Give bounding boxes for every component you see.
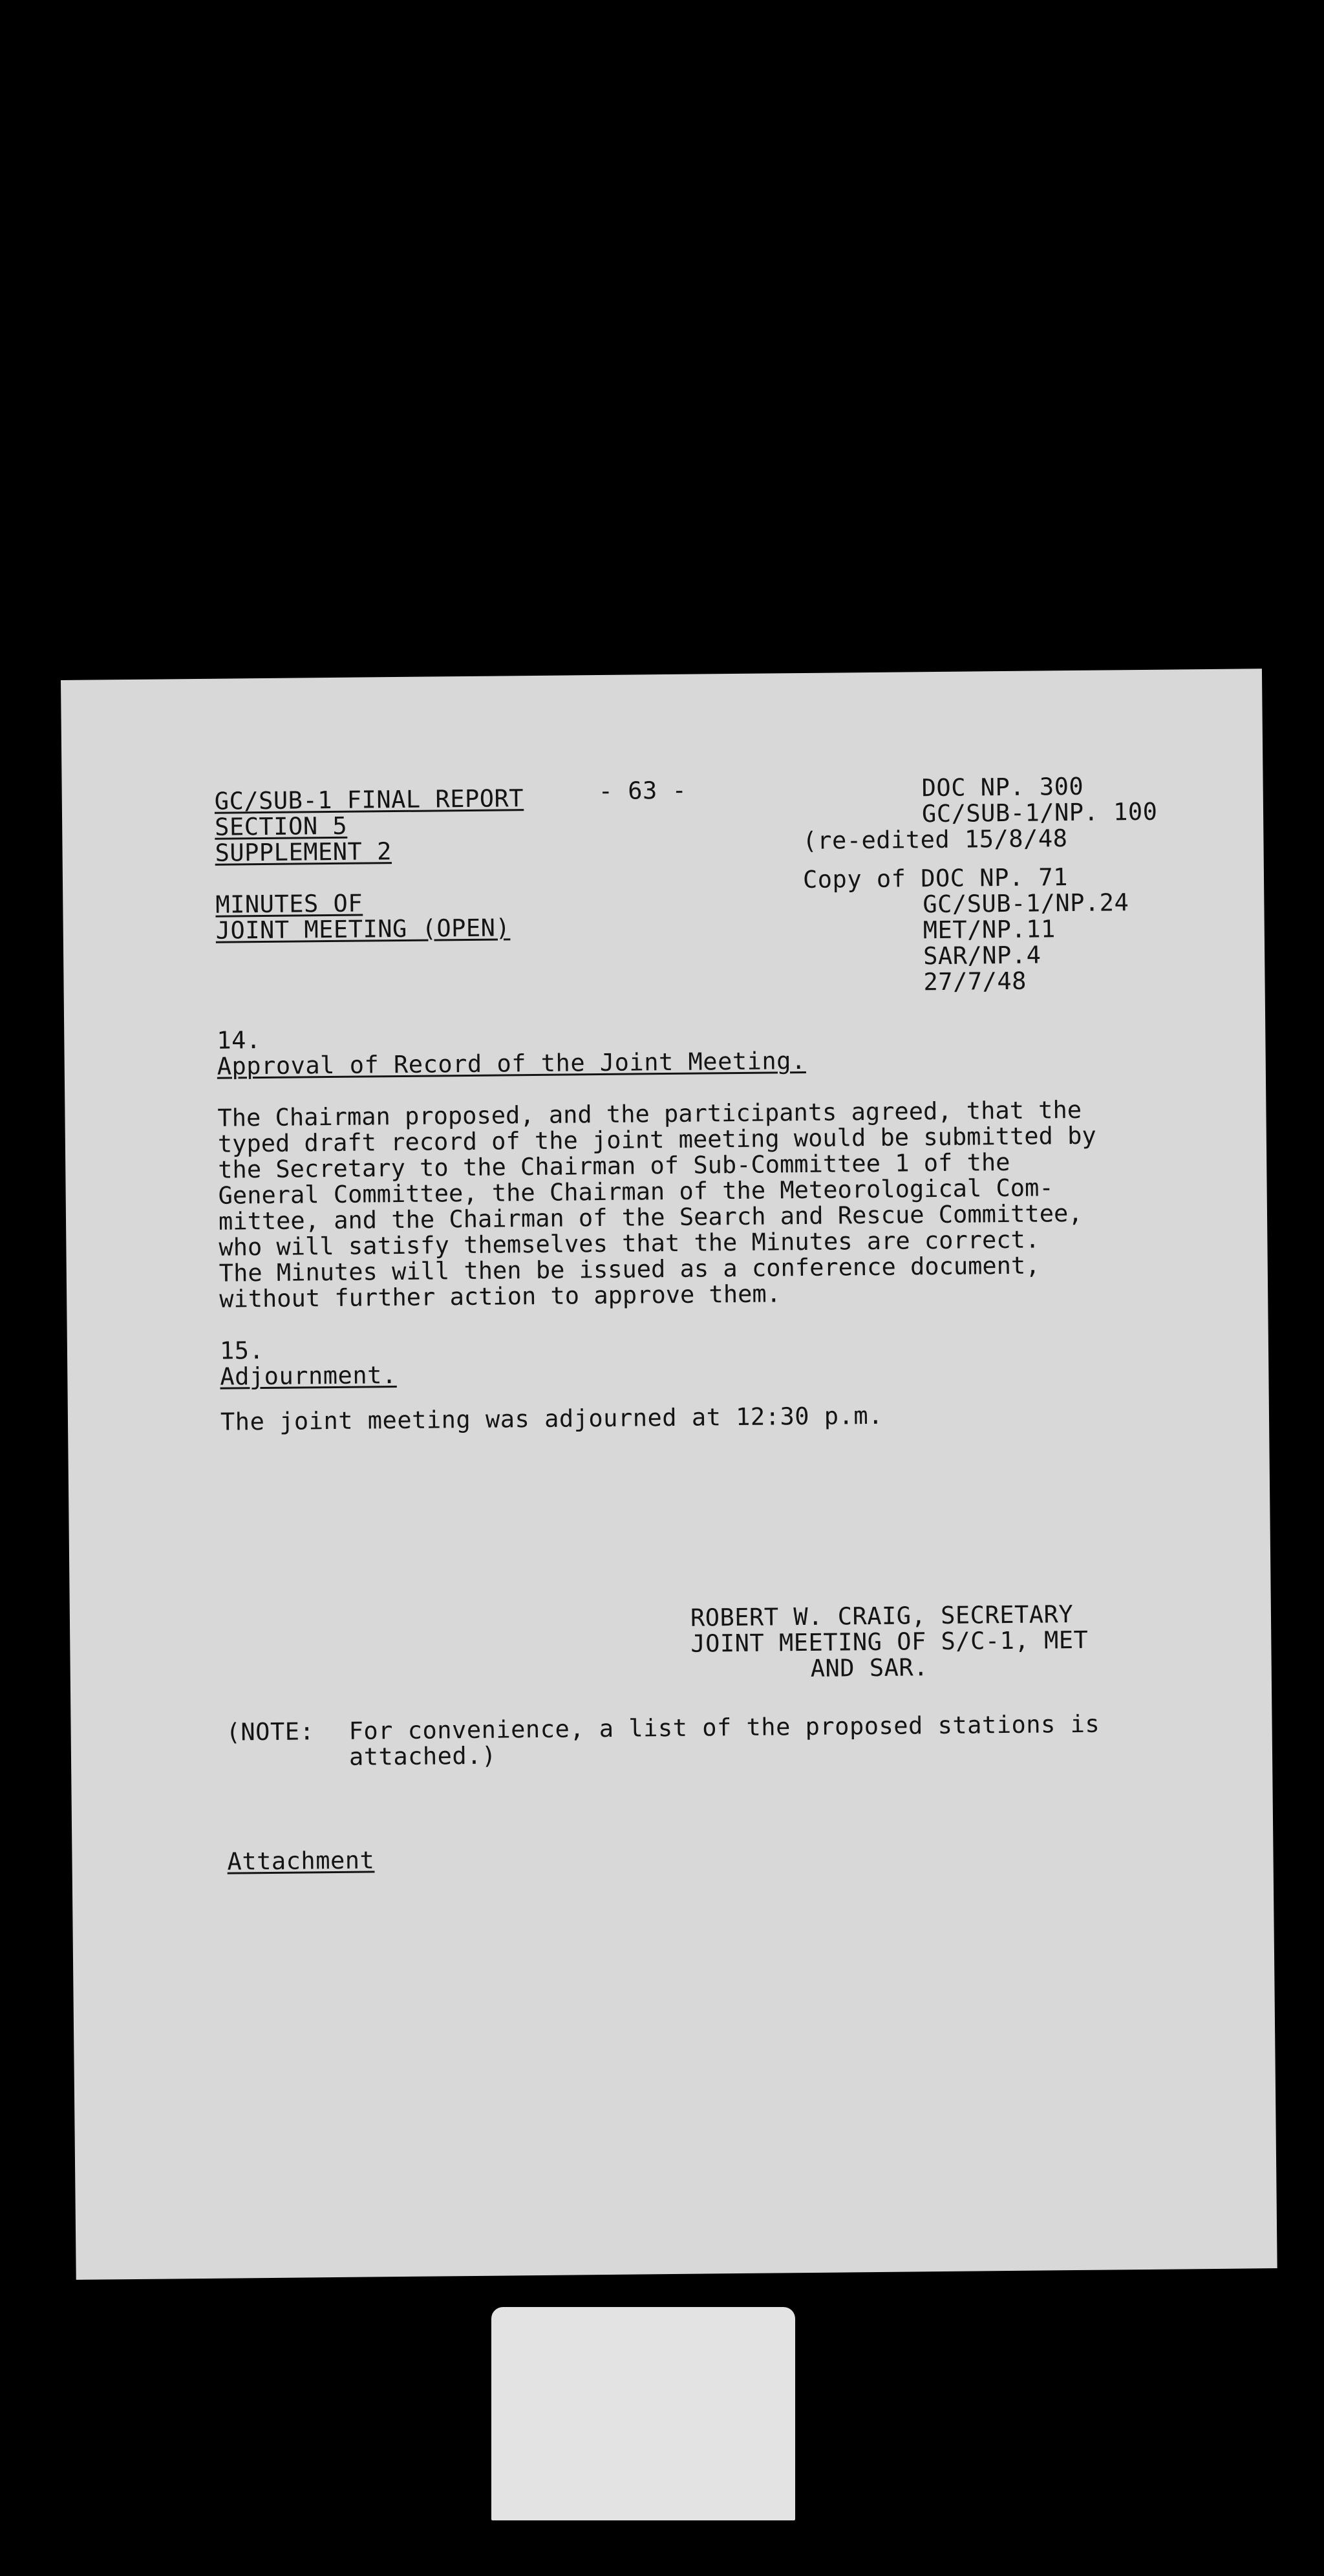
report-title: GC/SUB-1 FINAL REPORT (214, 784, 524, 815)
copy-of-doc: Copy of DOC NP. 71 (802, 863, 1069, 894)
paragraph-line: mittee, and the Chairman of the Search and Rescue Committee, (218, 1199, 1083, 1236)
signature-org: AND SAR. (810, 1653, 929, 1682)
note-label: (NOTE: (226, 1717, 315, 1746)
signature-name: ROBERT W. CRAIG, SECRETARY (690, 1600, 1074, 1632)
minutes-title-1: MINUTES OF (215, 889, 363, 919)
item-14-paragraph (217, 1096, 1221, 1313)
copy-of-gc: GC/SUB-1/NP.24 (923, 888, 1129, 919)
paragraph-line: who will satisfy themselves that the Minutes are correct. (219, 1225, 1040, 1261)
copy-of-date: 27/7/48 (923, 967, 1027, 996)
paragraph-line: The Minutes will then be issued as a conference document, (219, 1251, 1040, 1287)
re-edited-date: (re-edited 15/8/48 (802, 824, 1068, 855)
item-15-number: 15. (219, 1336, 264, 1365)
note-text-2: attached.) (348, 1741, 496, 1771)
section-label: SECTION 5 (214, 811, 348, 841)
paragraph-line: General Committee, the Chairman of the Meteorological Com- (218, 1174, 1054, 1210)
item-14-heading: Approval of Record of the Joint Meeting. (217, 1046, 806, 1080)
minutes-title-2: JOINT MEETING (OPEN) (215, 914, 511, 945)
item-14-number: 14. (217, 1026, 261, 1055)
film-tab (491, 2307, 795, 2520)
doc-subnumber: GC/SUB-1/NP. 100 (921, 797, 1158, 828)
signature-title: JOINT MEETING OF S/C-1, MET (690, 1626, 1089, 1658)
paragraph-line: the Secretary to the Chairman of Sub-Committee 1 of the (218, 1148, 1010, 1184)
paragraph-line: without further action to approve them. (219, 1280, 782, 1313)
doc-number: DOC NP. 300 (921, 772, 1084, 802)
paragraph-line: typed draft record of the joint meeting would be submitted by (217, 1121, 1096, 1158)
page-number: - 63 - (598, 776, 687, 806)
item-15-heading: Adjournment. (220, 1361, 397, 1391)
note-text-1: For convenience, a list of the proposed stations is (348, 1710, 1100, 1745)
supplement-label: SUPPLEMENT 2 (215, 837, 392, 867)
copy-of-sar: SAR/NP.4 (923, 941, 1041, 971)
paragraph-line: The Chairman proposed, and the participants agreed, that the (217, 1095, 1082, 1132)
copy-of-met: MET/NP.11 (923, 915, 1056, 945)
attachment-label: Attachment (227, 1846, 375, 1876)
item-15-text: The joint meeting was adjourned at 12:30 p.m. (220, 1401, 884, 1436)
document-page (61, 669, 1277, 2280)
